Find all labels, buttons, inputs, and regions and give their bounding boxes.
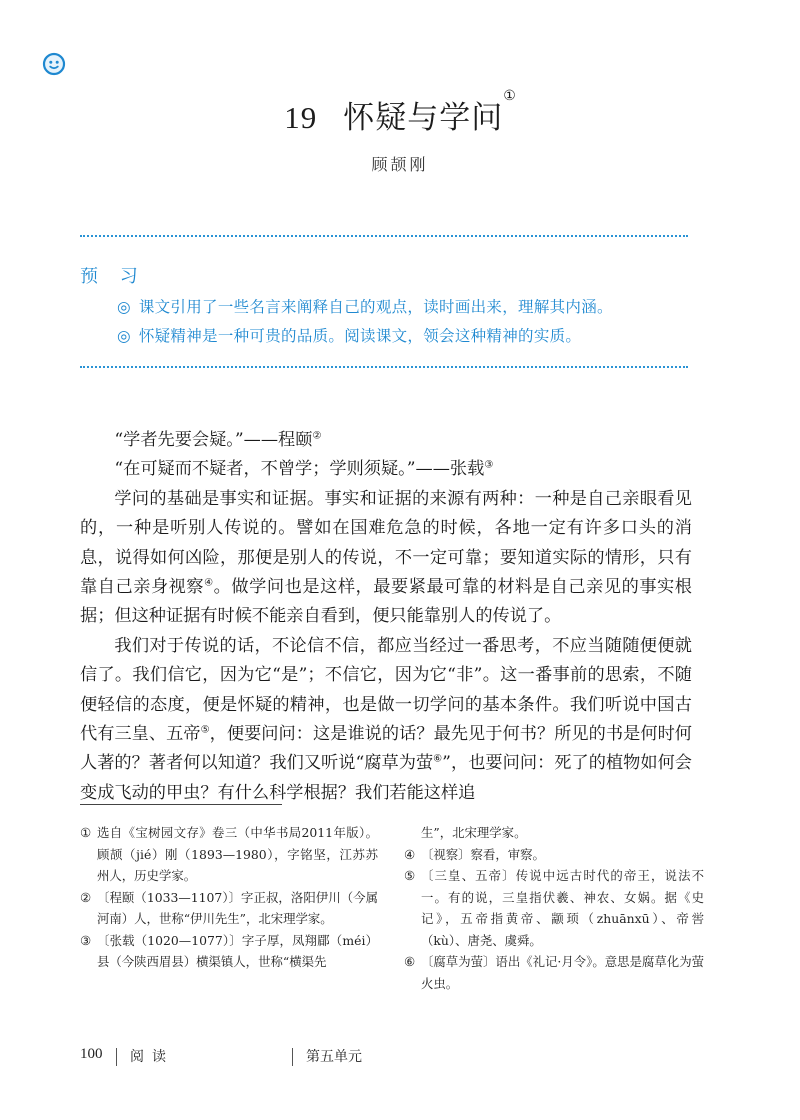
footnote-rule [80, 804, 282, 805]
body-paragraph [80, 632, 692, 808]
smiley-face-icon [42, 52, 66, 76]
footnote-number: ② [80, 889, 92, 905]
footnote-mark: ④ [204, 577, 214, 589]
footnote-mark: ② [312, 430, 322, 442]
footnote-mark: ⑤ [200, 724, 210, 736]
footnote-number: ① [80, 825, 92, 840]
lesson-number: 19 [284, 100, 318, 135]
footnote-number: ③ [80, 932, 92, 948]
footnote-number: ⑥ [404, 954, 416, 969]
page-number: 100 [80, 1046, 103, 1062]
article-body [80, 426, 692, 808]
footnotes-right-column [404, 822, 704, 994]
lesson-title-row [0, 88, 800, 137]
footnote-mark: ③ [484, 459, 494, 471]
preview-item [117, 324, 581, 346]
footnote-number: ⑤ [404, 868, 416, 883]
footnote-3-continued: 生”，北宋理学家。 [421, 825, 527, 840]
preview-item-text: 课文引用了一些名言来阐释自己的观点，读时画出来，理解其内涵。 [138, 298, 613, 316]
footnotes-left-column [80, 822, 378, 973]
footnote-number: ④ [404, 846, 416, 862]
footnote-text: 〔程颐（1033—1107）〕字正叔，洛阳伊川（今属河南）人，世称“伊川先生”，北宋理学家。 [97, 889, 378, 926]
footnote-2 [80, 887, 378, 930]
footnote-3 [80, 930, 378, 973]
section-name: 阅读 [130, 1049, 174, 1065]
quote-text: “学者先要会疑。”——程颐 [114, 430, 313, 450]
preview-heading: 预 习 [80, 266, 146, 287]
footer-separator [116, 1048, 117, 1066]
footnote-5 [404, 865, 704, 951]
footnote-1 [80, 822, 378, 887]
unit-name: 第五单元 [306, 1049, 362, 1065]
footnote-text: 〔腐草为萤〕语出《礼记·月令》。意思是腐草化为萤火虫。 [421, 954, 704, 991]
bullet-circle-icon: ◎ [117, 298, 131, 316]
footnote-text: 〔张载（1020—1077）〕字子厚，凤翔郿（méi）县（今陕西眉县）横渠镇人，世称“横渠先 [97, 932, 378, 969]
preview-item [117, 295, 613, 317]
paragraph-text: 。做学问也是这样，最要紧最可靠的材料是自己亲见的事实根据；但这种证据有时候不能亲自看到，便只能靠别人的传说了。 [80, 577, 692, 627]
body-paragraph [80, 485, 692, 632]
quote-paragraph [80, 426, 692, 455]
footer-separator [292, 1048, 293, 1066]
paragraph-text: 学问的基础是事实和证据。事实和证据的来源有两种：一种是自己亲眼看见的，一种是听别人传说的。譬如在国难危急的时候，各地一定有许多口头的消息，说得如何凶险，那便是别人的传说，不一定可靠；要知道实际的情形，只有靠自己亲身视察 [80, 488, 692, 598]
preview-item-text: 怀疑精神是一种可贵的品质。阅读课文，领会这种精神的实质。 [138, 327, 582, 345]
author-name: 顾颉刚 [371, 155, 429, 174]
footnote-text: 选自《宝树园文存》卷三（中华书局2011年版）。顾颉（jié）刚（1893—1980），字铭坚，江苏苏州人，历史学家。 [97, 825, 378, 883]
paragraph-text: 我们对于传说的话，不论信不信，都应当经过一番思考，不应当随随便便就信了。我们信它，因为它“是”；不信它，因为它“非”。这一番事前的思索，不随便轻信的态度，便是怀疑的精神，也是做一切学问的基本条件。我们听说中国古代有三皇、五帝 [80, 635, 692, 745]
footnote-mark: ⑥ [433, 753, 443, 765]
footnote-4 [404, 844, 704, 866]
paragraph-text: ，便要问问：这是谁说的话？最先见于何书？所见的书是何时何人著的？著者何以知道？我们又听说“腐草为萤 [80, 724, 692, 774]
bullet-circle-icon: ◎ [117, 327, 131, 345]
footnote-text: 〔三皇、五帝〕传说中远古时代的帝王，说法不一。有的说，三皇指伏羲、神农、女娲。据《史记》，五帝指黄帝、颛顼（zhuānxū）、帝喾（kù）、唐尧、虞舜。 [421, 868, 704, 948]
dotted-divider-top [80, 235, 688, 237]
footnote-text: 〔视察〕察看，审察。 [421, 846, 545, 862]
paragraph-text: ”，也要问问：死了的植物如何会变成飞动的甲虫？有什么科学根据？我们若能这样追 [80, 753, 692, 803]
dotted-divider-bottom [80, 366, 688, 368]
quote-text: “在可疑而不疑者，不曾学；学则须疑。”——张载 [114, 459, 485, 480]
quote-paragraph [80, 455, 692, 484]
title-footnote-mark: ① [503, 88, 516, 104]
footnote-6 [404, 951, 704, 994]
lesson-title: 怀疑与学问 [343, 100, 504, 136]
